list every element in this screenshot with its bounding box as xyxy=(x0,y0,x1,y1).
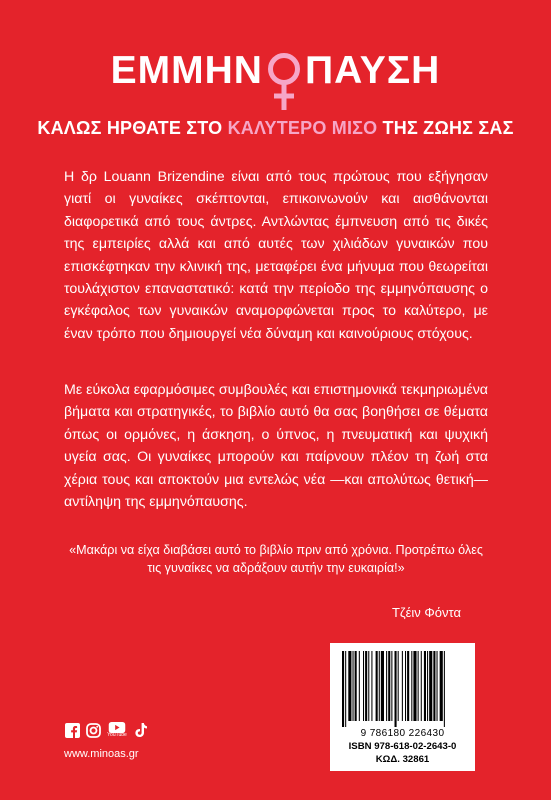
barcode-stripe xyxy=(388,651,390,721)
barcode-stripe xyxy=(368,651,369,721)
instagram-icon[interactable] xyxy=(85,722,101,738)
barcode-stripe xyxy=(391,651,392,721)
barcode-stripe xyxy=(411,651,412,721)
product-code: ΚΩΔ. 32861 xyxy=(375,754,430,765)
barcode-stripe xyxy=(359,651,360,721)
barcode-stripe xyxy=(433,651,435,721)
barcode-stripe xyxy=(421,651,422,721)
barcode-stripe xyxy=(418,651,419,721)
barcode-stripe xyxy=(381,651,384,721)
quote-author: Τζέιν Φόντα xyxy=(391,605,461,620)
barcode-stripe xyxy=(429,651,432,721)
barcode-stripe xyxy=(342,651,344,727)
barcode-stripe xyxy=(386,651,387,721)
barcode-stripe xyxy=(363,651,364,721)
barcode-panel xyxy=(330,643,475,771)
barcode-stripe xyxy=(348,651,351,721)
title-right: ΠΑΥΣΗ xyxy=(304,49,441,92)
facebook-icon[interactable] xyxy=(64,722,80,738)
book-title xyxy=(0,48,551,118)
barcode-stripe xyxy=(424,651,426,721)
barcode-stripe xyxy=(413,651,416,721)
barcode-stripe xyxy=(405,651,406,721)
barcode-image xyxy=(338,651,466,727)
endorsement-quote: «Μακάρι να είχα διαβάσει αυτό το βιβλίο πριν από χρόνια. Προτρέπω όλες τις γυναίκες να αδράξουν αυτήν την ευκαιρία!» xyxy=(69,543,483,575)
subtitle-after: ΤΗΣ ΖΩΗΣ ΣΑΣ xyxy=(377,118,514,138)
barcode-digits: 9 786180 226430 xyxy=(360,728,445,739)
youtube-label: YouTube xyxy=(107,732,127,738)
barcode-stripe xyxy=(427,651,428,721)
blurb-paragraph-2: Με εύκολα εφαρμόσιμες συμβουλές και επιστημονικά τεκμηριωμένα βήματα και στρατηγικές, το βιβλίο αυτό θα σας βοηθήσει σε θέματα όπως οι ορμόνες, η άσκηση, ο ύπνος, η πνευματική και ψυχική υγεία σας. Οι γυναίκες μπορούν και παίρνουν πλέον τη ζωή στα χέρια τους και αποκτούν μια εντελώς νέα —και απολύτως θετική— αντίληψη της εμμηνόπαυσης. xyxy=(64,382,488,511)
barcode-stripe xyxy=(379,651,380,721)
barcode-stripe xyxy=(395,651,397,727)
isbn-number: ISBN 978-618-02-2643-0 xyxy=(348,741,457,752)
social-icons xyxy=(64,722,149,738)
youtube-icon[interactable] xyxy=(106,722,128,738)
barcode-stripe xyxy=(345,651,346,727)
barcode-stripe xyxy=(371,651,372,721)
barcode-stripe xyxy=(365,651,367,721)
venus-symbol-icon xyxy=(265,48,303,118)
subtitle-highlight: ΚΑΛΥΤΕΡΟ ΜΙΣΟ xyxy=(227,118,378,138)
barcode-stripe xyxy=(437,651,438,721)
title-left: ΕΜΜΗΝ xyxy=(110,49,263,92)
barcode-stripe xyxy=(407,651,409,721)
barcode-stripe xyxy=(353,651,354,721)
blurb-paragraph-1: Η δρ Louann Brizendine είναι από τους πρώτους που εξήγησαν γιατί οι γυναίκες σκέπτονται, επικοινωνούν και αισθάνονται διαφορετικά από τους άντρες. Αντλώντας έμπνευση από τις δικές της εμπειρίες αλλά και από αυτές των χιλιάδων γυναικών που επισκέφτηκαν την κλινική της, μεταφέρει ένα μήνυμα που θεωρείται τουλάχιστον επαναστατικό: κατά την περίοδο της εμμηνόπαυσης ο εγκέφαλος των γυναικών αναμορφώνεται προς το καλύτερο, με έναν τρόπο που δημιουργεί νέα δύναμη και καινούριους στόχους. xyxy=(64,169,488,342)
title-text xyxy=(111,48,441,118)
barcode-stripe xyxy=(444,651,445,727)
subtitle xyxy=(0,118,551,139)
barcode-stripe xyxy=(355,651,357,721)
publisher-website[interactable]: www.minoas.gr xyxy=(64,748,139,760)
barcode-stripe xyxy=(402,651,403,721)
subtitle-before: ΚΑΛΩΣ ΗΡΘΑΤΕ ΣΤΟ xyxy=(37,118,228,138)
barcode-stripe xyxy=(376,651,378,721)
barcode-stripe xyxy=(440,651,443,721)
tiktok-icon[interactable] xyxy=(133,722,149,738)
barcode-stripe xyxy=(398,651,399,721)
